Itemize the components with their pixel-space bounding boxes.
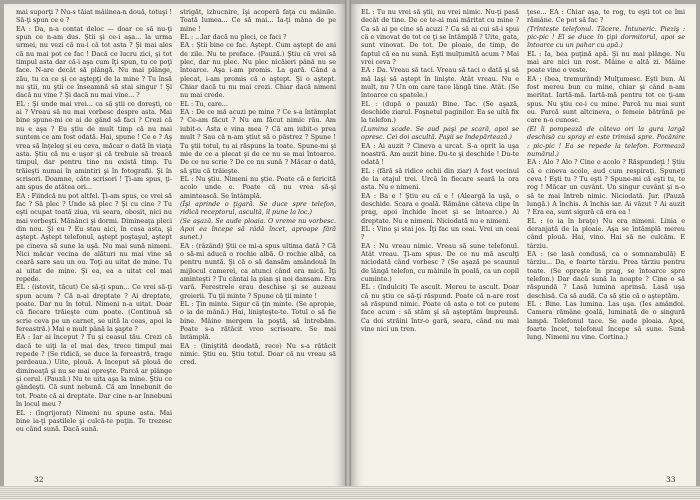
script-paragraph: EL : (îngrijorat) Nimeni nu spune asta. Mai bine ia-ţi pastilele şi culcă-te puţin. Te trezesc eu când sună. Dacă sună. — [16, 408, 172, 434]
left-page — [4, 4, 345, 496]
right-page — [351, 4, 696, 496]
right-page-column-2 — [527, 8, 685, 466]
script-paragraph: EL : Şi unde mai vrei... ca să ştii ce doreşti, ce ai ? Vreau să nu mai vorbesc despre asta. Mai bine spune-mi ce ai de gând să faci ? Crezi că nu e aşa ? Eu ştiu de mult timp că nu mai suntem ce am fost odată. Hai, spune ! Ce e ? Aş vrea să înţeleg şi eu ceva, măcar o dată în viaţa asta. Ştiu că nu e uşor şi că trebuie să treacă timpul, dar pentru tine nu există timp. Tu trăieşti numai în amintiri şi în fotografii. Şi în scrisori. Doamne, câte scrisori ! Ţi-am spus, ţi-am spus de atâtea ori... — [16, 99, 172, 192]
page-stack-edge — [0, 486, 700, 500]
script-paragraph: EA : Da, n-a contat deloc — doar ce să nu-ţi spun ce n-am dus. Ştii şi ce-i aşa... la urma urmei, nu vezi că nu-i câ tot asta ? Şi mai ales că nu mai pot ce fac ! Dacă ce lucru zici, şi tot timpul asta dar că-i aşa cum îţi spun, tu ce poţi face. N-are decât să plângă. Nu mai plânge, zău, tu ca ce şi ce aştepţi de la mine ? Tu însă nu ştii, nu ştii ce înseamnă să stai singur ! Şi dacă nu vine ? Şi dacă nu mai vine... ? — [16, 24, 172, 100]
script-paragraph: EA : (bea, tremurând) Mulţumesc. Eşti bun. Ai fost mereu bun cu mine, chiar şi când n-am meritat. Iartă-mă. Iartă-mă pentru tot ce ţi-am spus. Nu ştiu ce-i cu mine. Parcă nu mai sunt eu. Parcă sunt altcineva, o femeie bătrână pe care n-o cunosc. — [527, 74, 685, 125]
script-paragraph: EL : (istovit, tăcut) Ce să-ţi spun... Ce vrei să-ţi spun acum ? Că n-ai dreptate ? Ai dreptate, poate. Dar nu în totul. Nimeni n-a uitat. Doar că fiecare trăieşte cum poate. (Continuă să scrie ceva pe un carnet, se uită la ceas, apoi la fereastră.) Mai e mult până la şapte ? — [16, 283, 172, 334]
page-number-right: 33 — [666, 475, 676, 484]
script-paragraph: EA : De ce mă acuzi pe mine ? Ce s-a întâmplat ? Ce-am făcut ? Nu am făcut nimic rău. Am iubit-o. Asta e vina mea ? Că am iubit-o prea mult ? Sau că n-am ştiut să o păstrez ? Spune ! Tu ştii totul, tu ai răspuns la toate. Spune-mi şi mie de ce a plecat şi de ce nu se mai întoarce. De ce nu scrie ? De ce nu sună ? Măcar o dată, să ştiu că trăieşte. — [180, 108, 336, 175]
script-paragraph: EA : Nu vreau nimic. Vreau să sune telefonul. Atât vreau. Ţi-am spus. De ce nu mă asculţi niciodată când vorbesc ? (Se aşază pe scaunul de lângă telefon, cu mâinile în poală, ca un copil cuminte.) — [361, 241, 519, 283]
script-paragraph: (Se aşază. Se aude ploaia. O vreme nu vorbesc. Apoi ea începe să râdă încet, aproape fără sunet.) — [180, 216, 336, 242]
script-paragraph: (El îi pompează de câteva ori la gura largă deschisă cu spray ei este trimisă spre. Pocănire : pic-pic ! Ea se repede la telefon. Formează numărul.) — [527, 124, 685, 158]
script-paragraph: EL : Nu ştiu. Nimeni nu ştie. Poate că e fericită acolo unde e. Poate că nu vrea să-şi amintească. Se întâmplă. — [180, 174, 336, 200]
script-paragraph: EA : Ştii bine ce fac. Aştept. Cum aştept de ani de zile. Nu te preface. (Pauză.) Ştiu că vrei să plec, dar nu plec. Nu plec nicăieri până nu se întoarce. Aşa i-am promis. La gară. Când a plecat, i-am promis că o aştept. Şi o aştept. Chiar dacă tu nu mai crezi. Chiar dacă nimeni nu mai crede. — [180, 41, 336, 100]
left-page-column-2 — [180, 8, 336, 466]
script-paragraph: EA : (liniştită deodată, rece) Nu s-a rătăcit nimic. Ştiu eu. Ştiu totul. Doar că nu vreau să cred. — [180, 341, 336, 367]
script-paragraph: EL : Tu nu vrei să ştii, nu vrei nimic. Nu-ţi pasă decât de tine. De ce te-ai mai măritat cu mine ? Ca să ai pe cine să acuzi ? Ca să ai cui să-i spui că e vinovat de tot ce ţi se întâmplă ? Uite, gata, sunt vinovat. De tot. De ploaie, de timp, de faptul că ea nu sună. Eşti mulţumită acum ? Mai vrei ceva ? — [361, 8, 519, 67]
script-paragraph: ţese... EA : Chiar aşa, te rog, tu eşti tot ce îmi rămâne. Ce pot să fac ? — [527, 8, 685, 25]
script-paragraph: EL : Bine. Las lumina. Las uşa. (Ies amândoi. Camera rămâne goală, luminată de o singură lampă. Telefonul tace. Se aude ploaia. Apoi, foarte încet, telefonul începe să sune. Sună lung. Nimeni nu vine. Cortina.) — [527, 300, 685, 342]
right-page-column-1 — [361, 8, 519, 466]
script-paragraph: EA : Da. Vreau să taci. Vreau să taci o dată şi să mă laşi să aştept în linişte. Atât vreau. Nu e mult, nu ? Un om care tace lângă tine. Atât. (Se întoarce cu spatele.) — [361, 66, 519, 100]
page-number-left: 32 — [34, 475, 44, 484]
script-paragraph: EA : (se lasă condusă, ca o somnambulă) E târziu... Da, e foarte târziu. Prea târziu pentru toate. (Se opreşte în prag, se întoarce spre telefon.) Dar dacă sună la noapte ? Cine o să răspundă ? Lasă lumina aprinsă. Lasă uşa deschisă. Ca să audă. Ca să ştie că o aşteptăm. — [527, 249, 685, 300]
script-paragraph: EA : Ba e ! Ştiu eu că e ! (Aleargă la uşă, o deschide. Scara e goală. Rămâne câteva clipe în prag, apoi închide încet şi se întoarce.) Ai dreptate. Nu e nimeni. Niciodată nu e nimeni. — [361, 191, 519, 225]
script-paragraph: EL : (fără să ridice ochii din ziar) A fost vecinul de la etajul trei. Urcă în fiecare seară la ora asta. Nu e nimeni. — [361, 166, 519, 192]
script-paragraph: EL : (după o pauză) Bine. Tac. (Se aşază, deschide ziarul. Foşnetul paginilor. Ea se uită fix la telefon.) — [361, 99, 519, 125]
script-paragraph: EA : (râzând) Ştii ce mi-a spus ultima dată ? Că o să-mi aducă o rochie albă. O rochie albă, ca pentru nuntă. Şi că o să dansăm amândouă în mijlocul camerei, ca atunci când era mică. Îţi aminteşti ? Tu cântai la pian şi noi dansam. Era vară. Ferestrele erau deschise şi se auzeau greierii. Tu ţii minte ? Spune că ţii minte ! — [180, 241, 336, 300]
script-paragraph: EA : Ai auzit ? Cineva a urcat. S-a oprit la uşa noastră. Am auzit bine. Du-te şi deschide ! Du-te odată ! — [361, 141, 519, 167]
script-paragraph: EL : Ia, bea puţină apă. Şi nu mai plânge. Nu mai are nici un rost. Mâine e altă zi. Mâine poate vine o veste. — [527, 49, 685, 75]
script-paragraph: strigăt, izbucnire, îşi acoperă faţa cu mâinile. Toată lumea... Ce să mai... Ia-ţi mâna de pe mine ! — [180, 8, 336, 33]
script-paragraph: EL : Ţin minte. Sigur că ţin minte. (Se apropie, o ia de mână.) Hai, linişteşte-te. Totul o să fie bine. Mâine mergem la poştă, să întrebăm. Poate s-a rătăcit vreo scrisoare. Se mai întâmplă. — [180, 300, 336, 342]
script-paragraph: EA : Alo ? Alo ? Cine e acolo ? Răspundeţi ! Ştiu că e cineva acolo, aud cum respiraţi. Spuneţi ceva ! Eşti tu ? Tu eşti ? Spune-mi că eşti tu, te rog ! Măcar un cuvânt. Un singur cuvânt şi n-o să te mai întreb nimic. Niciodată. Jur. (Pauză lungă.) A închis. A închis iar. Ai văzut ? Ai auzit ? Era ea, sunt sigură că era ea ! — [527, 158, 685, 217]
script-paragraph: EL : (îndulcit) Te ascult. Mereu te ascult. Doar că nu ştiu ce să-ţi răspund. Poate că n-are rost să răspund nimic. Poate că asta e tot ce putem face acum : să stăm şi să aşteptăm împreună. Ca doi străini într-o gară, seara, când nu mai vine nici un tren. — [361, 283, 519, 334]
script-paragraph: (Trîntește telefonul. Tăcere. Întuneric. Pieziş : pic-pic ! El se duce în ţipi dormitorul, apoi se întoarce cu un pahar cu apă.) — [527, 24, 685, 50]
script-paragraph: mai suporţi ? Nu-s tăiat mâiinea-n două, totuşi ! Să-ţi spun ce e ? — [16, 8, 172, 25]
left-page-column-1 — [16, 8, 172, 466]
script-paragraph: EA : Fiindcă nu pot altfel. Ţi-am spus, ce vrei să fac ? Să plec ? Unde să plec ? Şi cu cine ? Tu eşti ocupat toată ziua, vii seara, obosit, nici nu mai vorbeşti. Mănânci şi dormi. Dimineaţa pleci din nou. Şi eu ? Eu stau aici, în casa asta, şi aştept. Aştept telefonul, aştept poştaşul, aştept pe cineva să sune la uşă. Nu mai sună nimeni. Nici măcar vecina de alături nu mai vine să ceară sare sau un ou. Toţi au uitat de mine. Tu ai uitat de mine. Şi ea, ea a uitat cel mai repede. — [16, 191, 172, 283]
script-paragraph: EL : ...Iar dacă nu pleci, ce faci ? — [180, 33, 287, 42]
script-paragraph: (Lumina scade. Se aud paşi pe scară, apoi se opresc. Cei doi ascultă. Paşii se îndepărtează.) — [361, 124, 519, 142]
script-paragraph: EL : Vino şi stai jos. Îţi fac un ceai. Vrei un ceai ? — [361, 224, 519, 242]
script-paragraph: EA : Iar ai început ? Tu şi ceasul tău. Crezi că dacă te uiţi la el mai des, trece timpul mai repede ? (Se ridică, se duce la fereastră, trage perdeaua.) Uite, plouă. A început să plouă de dimineaţă şi nu se mai opreşte. Parcă ar plânge şi cerul. (Pauză.) Nu te uita aşa la mine. Ştiu ce gândeşti. Că sunt nebună. Că am înnebunit de tot. Poate că ai dreptate. Dar cine n-ar înnebuni în locul meu ? — [16, 333, 172, 409]
script-paragraph: (Îşi aprinde o ţigară. Se duce spre telefon, ridică receptorul, ascultă, îl pune la loc.) — [180, 199, 336, 217]
script-paragraph: EL : Tu, care... — [180, 99, 228, 108]
script-paragraph: EL : (o ia în braţe) Nu era nimeni. Linia e deranjată de la ploaie. Aşa se întâmplă mereu când plouă. Hai, vino. Hai să ne culcăm. E târziu. — [527, 216, 685, 250]
